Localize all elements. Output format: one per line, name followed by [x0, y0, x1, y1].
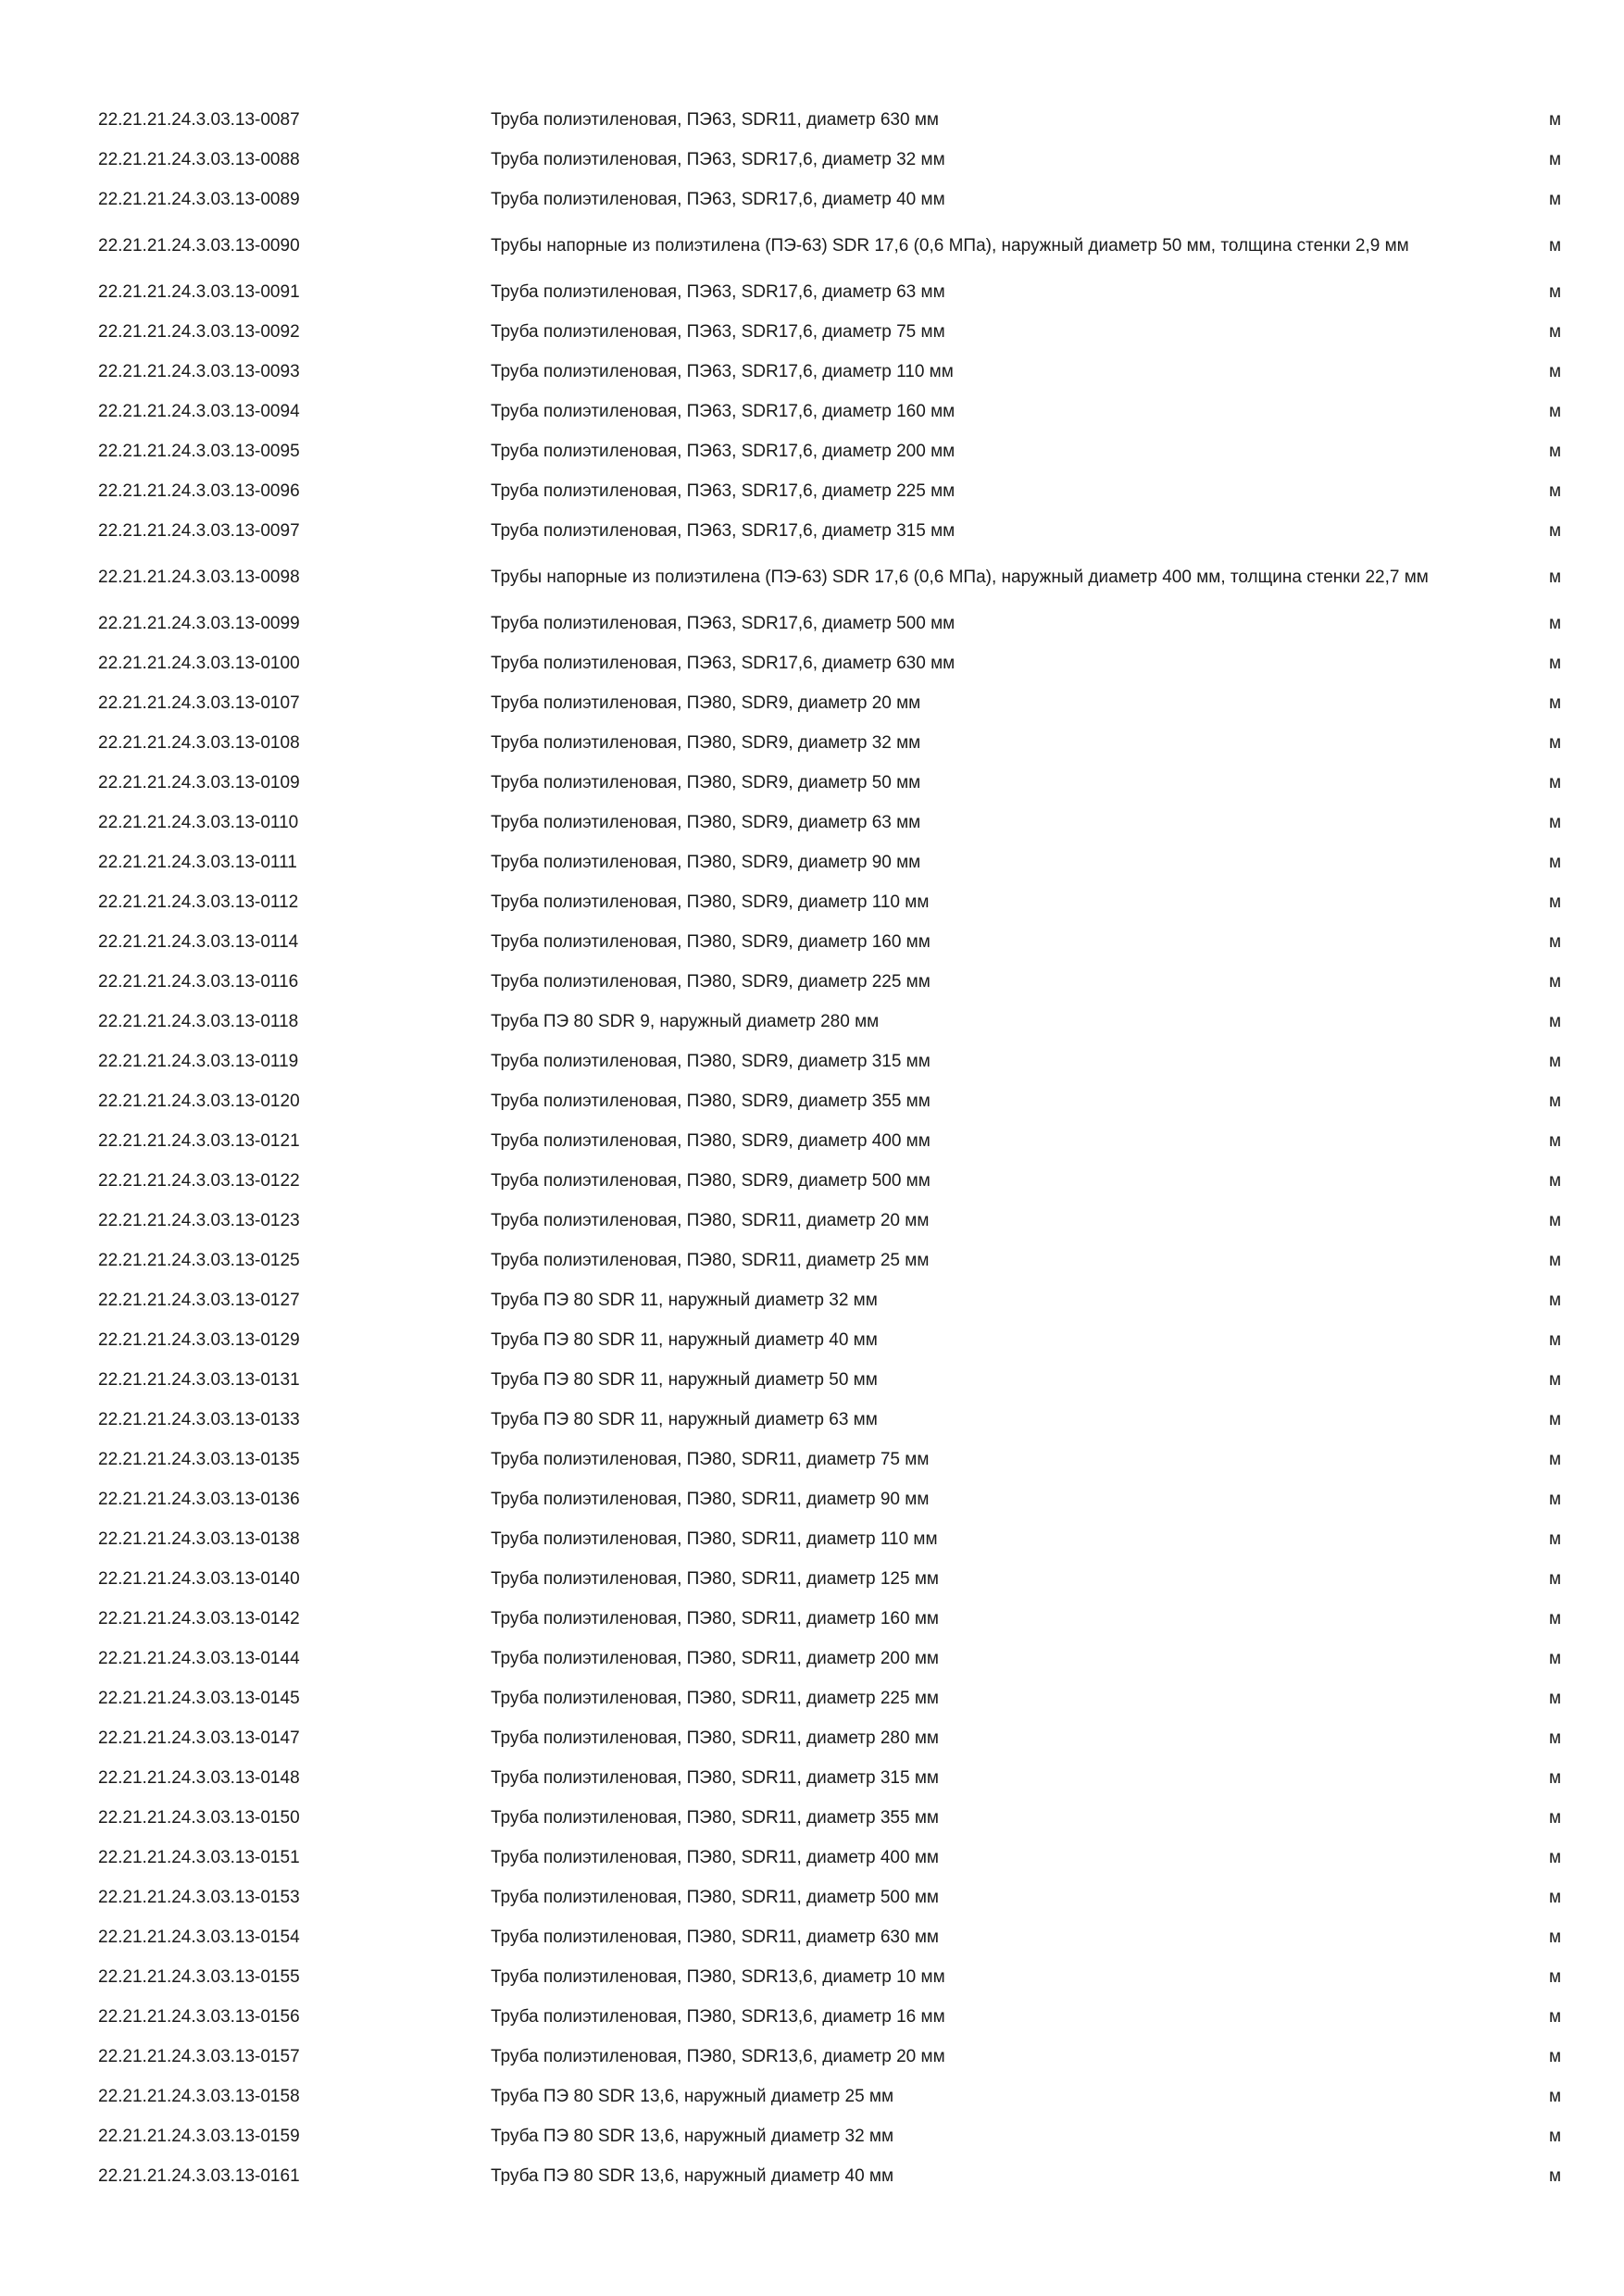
row-name: Труба ПЭ 80 SDR 13,6, наружный диаметр 40 мм — [491, 2165, 894, 2186]
table-row — [98, 1559, 1561, 1599]
row-code: 22.21.21.24.3.03.13-0112 — [98, 892, 299, 912]
table-row — [98, 1241, 1561, 1280]
row-unit: м — [1548, 1170, 1561, 1191]
table-row — [98, 312, 1561, 352]
row-code: 22.21.21.24.3.03.13-0161 — [98, 2165, 300, 2186]
row-name: Труба ПЭ 80 SDR 11, наружный диаметр 50 мм — [491, 1369, 878, 1390]
row-name: Труба полиэтиленовая, ПЭ63, SDR17,6, диаметр 315 мм — [491, 520, 956, 541]
row-name: Труба полиэтиленовая, ПЭ80, SDR11, диаметр 280 мм — [491, 1728, 939, 1748]
row-unit: м — [1548, 1449, 1561, 1469]
table-row — [98, 1639, 1561, 1678]
row-unit: м — [1548, 361, 1561, 381]
row-code: 22.21.21.24.3.03.13-0114 — [98, 931, 299, 952]
row-name: Труба полиэтиленовая, ПЭ80, SDR9, диаметр 50 мм — [491, 772, 921, 792]
row-unit: м — [1548, 2165, 1561, 2186]
row-name: Труба полиэтиленовая, ПЭ80, SDR11, диаметр 110 мм — [491, 1529, 938, 1549]
row-name: Труба полиэтиленовая, ПЭ80, SDR9, диаметр 315 мм — [491, 1051, 931, 1071]
row-name: Труба полиэтиленовая, ПЭ80, SDR11, диаметр 90 мм — [491, 1489, 930, 1509]
row-unit: м — [1548, 1847, 1561, 1867]
row-name: Труба полиэтиленовая, ПЭ63, SDR17,6, диаметр 630 мм — [491, 653, 956, 673]
row-unit: м — [1548, 321, 1561, 342]
row-code: 22.21.21.24.3.03.13-0150 — [98, 1807, 300, 1828]
row-name: Труба полиэтиленовая, ПЭ80, SDR11, диаметр 355 мм — [491, 1807, 939, 1828]
row-unit: м — [1548, 2086, 1561, 2106]
row-name: Труба полиэтиленовая, ПЭ80, SDR11, диаметр 400 мм — [491, 1847, 939, 1867]
table-row — [98, 471, 1561, 511]
row-code: 22.21.21.24.3.03.13-0100 — [98, 653, 300, 673]
table-row — [98, 1838, 1561, 1878]
row-unit: м — [1548, 852, 1561, 872]
table-row — [98, 1280, 1561, 1320]
table-row — [98, 2077, 1561, 2116]
row-code: 22.21.21.24.3.03.13-0107 — [98, 693, 300, 713]
row-code: 22.21.21.24.3.03.13-0095 — [98, 441, 300, 461]
row-unit: м — [1548, 1290, 1561, 1310]
row-unit: м — [1548, 1807, 1561, 1828]
row-unit: м — [1548, 2046, 1561, 2066]
row-code: 22.21.21.24.3.03.13-0088 — [98, 149, 300, 169]
row-name: Труба полиэтиленовая, ПЭ63, SDR17,6, диаметр 225 мм — [491, 480, 956, 501]
row-code: 22.21.21.24.3.03.13-0096 — [98, 480, 300, 501]
row-unit: м — [1548, 1051, 1561, 1071]
materials-table — [98, 100, 1561, 2196]
row-name: Труба полиэтиленовая, ПЭ80, SDR9, диаметр 225 мм — [491, 971, 931, 992]
table-row — [98, 803, 1561, 842]
table-row — [98, 180, 1561, 219]
row-code: 22.21.21.24.3.03.13-0154 — [98, 1927, 300, 1947]
row-unit: м — [1548, 1688, 1561, 1708]
row-name: Труба ПЭ 80 SDR 9, наружный диаметр 280 мм — [491, 1011, 880, 1031]
row-code: 22.21.21.24.3.03.13-0127 — [98, 1290, 300, 1310]
table-row — [98, 922, 1561, 962]
table-row — [98, 1599, 1561, 1639]
row-code: 22.21.21.24.3.03.13-0135 — [98, 1449, 300, 1469]
row-code: 22.21.21.24.3.03.13-0148 — [98, 1767, 300, 1788]
row-name: Труба полиэтиленовая, ПЭ80, SDR9, диаметр 400 мм — [491, 1130, 931, 1151]
row-code: 22.21.21.24.3.03.13-0118 — [98, 1011, 299, 1031]
row-name: Труба полиэтиленовая, ПЭ80, SDR11, диаметр 630 мм — [491, 1927, 939, 1947]
table-row — [98, 272, 1561, 312]
table-row — [98, 962, 1561, 1002]
table-row — [98, 1519, 1561, 1559]
row-code: 22.21.21.24.3.03.13-0098 — [98, 567, 300, 587]
row-name: Труба ПЭ 80 SDR 13,6, наружный диаметр 25 мм — [491, 2086, 894, 2106]
table-row — [98, 2037, 1561, 2077]
row-unit: м — [1548, 189, 1561, 209]
row-name: Труба полиэтиленовая, ПЭ63, SDR17,6, диаметр 200 мм — [491, 441, 956, 461]
table-row — [98, 1758, 1561, 1798]
row-unit: м — [1548, 1728, 1561, 1748]
table-row — [98, 1479, 1561, 1519]
row-unit: м — [1548, 1568, 1561, 1589]
row-code: 22.21.21.24.3.03.13-0151 — [98, 1847, 300, 1867]
table-row — [98, 1957, 1561, 1997]
row-name: Труба ПЭ 80 SDR 11, наружный диаметр 32 мм — [491, 1290, 878, 1310]
row-unit: м — [1548, 2006, 1561, 2027]
table-row — [98, 1400, 1561, 1440]
row-unit: м — [1548, 1369, 1561, 1390]
row-unit: м — [1548, 567, 1561, 587]
table-row — [98, 100, 1561, 140]
row-unit: м — [1548, 653, 1561, 673]
row-name: Труба полиэтиленовая, ПЭ80, SDR13,6, диаметр 16 мм — [491, 2006, 945, 2027]
table-row — [98, 1917, 1561, 1957]
row-unit: м — [1548, 441, 1561, 461]
row-code: 22.21.21.24.3.03.13-0133 — [98, 1409, 300, 1429]
table-row — [98, 1678, 1561, 1718]
row-unit: м — [1548, 1011, 1561, 1031]
row-name: Труба полиэтиленовая, ПЭ63, SDR17,6, диаметр 32 мм — [491, 149, 945, 169]
row-name: Труба полиэтиленовая, ПЭ80, SDR9, диаметр 355 мм — [491, 1091, 931, 1111]
row-unit: м — [1548, 1887, 1561, 1907]
row-unit: м — [1548, 1130, 1561, 1151]
row-unit: м — [1548, 1608, 1561, 1628]
table-row — [98, 842, 1561, 882]
row-name: Труба полиэтиленовая, ПЭ63, SDR17,6, диаметр 63 мм — [491, 281, 945, 302]
row-code: 22.21.21.24.3.03.13-0092 — [98, 321, 300, 342]
table-row — [98, 1878, 1561, 1917]
row-name: Труба полиэтиленовая, ПЭ80, SDR11, диаметр 500 мм — [491, 1887, 939, 1907]
row-unit: м — [1548, 401, 1561, 421]
row-name: Трубы напорные из полиэтилена (ПЭ-63) SDR 17,6 (0,6 МПа), наружный диаметр 50 мм, толщина стенки 2,9 мм — [491, 235, 1409, 256]
row-code: 22.21.21.24.3.03.13-0153 — [98, 1887, 300, 1907]
table-row — [98, 1440, 1561, 1479]
row-name: Труба полиэтиленовая, ПЭ63, SDR17,6, диаметр 75 мм — [491, 321, 945, 342]
row-code: 22.21.21.24.3.03.13-0158 — [98, 2086, 300, 2106]
row-name: Труба полиэтиленовая, ПЭ63, SDR11, диаметр 630 мм — [491, 109, 939, 130]
row-name: Труба полиэтиленовая, ПЭ80, SDR11, диаметр 160 мм — [491, 1608, 939, 1628]
row-unit: м — [1548, 480, 1561, 501]
row-code: 22.21.21.24.3.03.13-0090 — [98, 235, 300, 256]
table-row — [98, 1718, 1561, 1758]
row-code: 22.21.21.24.3.03.13-0109 — [98, 772, 300, 792]
row-unit: м — [1548, 931, 1561, 952]
row-code: 22.21.21.24.3.03.13-0119 — [98, 1051, 299, 1071]
row-code: 22.21.21.24.3.03.13-0147 — [98, 1728, 300, 1748]
row-name: Труба полиэтиленовая, ПЭ80, SDR9, диаметр 90 мм — [491, 852, 921, 872]
row-name: Труба полиэтиленовая, ПЭ80, SDR9, диаметр 63 мм — [491, 812, 921, 832]
row-name: Труба полиэтиленовая, ПЭ63, SDR17,6, диаметр 40 мм — [491, 189, 945, 209]
table-row — [98, 392, 1561, 431]
row-code: 22.21.21.24.3.03.13-0123 — [98, 1210, 300, 1230]
table-row — [98, 723, 1561, 763]
row-name: Труба полиэтиленовая, ПЭ80, SDR9, диаметр 110 мм — [491, 892, 930, 912]
row-name: Труба полиэтиленовая, ПЭ80, SDR11, диаметр 25 мм — [491, 1250, 930, 1270]
table-row — [98, 551, 1561, 604]
row-code: 22.21.21.24.3.03.13-0111 — [98, 852, 297, 872]
table-row — [98, 1002, 1561, 1042]
row-unit: м — [1548, 2126, 1561, 2146]
row-code: 22.21.21.24.3.03.13-0122 — [98, 1170, 300, 1191]
row-code: 22.21.21.24.3.03.13-0140 — [98, 1568, 300, 1589]
table-row — [98, 219, 1561, 272]
row-name: Труба полиэтиленовая, ПЭ80, SDR9, диаметр 20 мм — [491, 693, 921, 713]
table-row — [98, 1161, 1561, 1201]
table-row — [98, 1201, 1561, 1241]
row-code: 22.21.21.24.3.03.13-0091 — [98, 281, 300, 302]
table-row — [98, 1997, 1561, 2037]
row-code: 22.21.21.24.3.03.13-0145 — [98, 1688, 300, 1708]
row-unit: м — [1548, 1966, 1561, 1987]
row-name: Труба полиэтиленовая, ПЭ80, SDR11, диаметр 75 мм — [491, 1449, 930, 1469]
row-unit: м — [1548, 892, 1561, 912]
row-code: 22.21.21.24.3.03.13-0125 — [98, 1250, 300, 1270]
row-code: 22.21.21.24.3.03.13-0120 — [98, 1091, 300, 1111]
row-unit: м — [1548, 235, 1561, 256]
table-row — [98, 1042, 1561, 1081]
row-name: Труба полиэтиленовая, ПЭ63, SDR17,6, диаметр 110 мм — [491, 361, 954, 381]
row-name: Труба полиэтиленовая, ПЭ80, SDR13,6, диаметр 10 мм — [491, 1966, 945, 1987]
table-row — [98, 2116, 1561, 2156]
row-name: Труба полиэтиленовая, ПЭ80, SDR11, диаметр 20 мм — [491, 1210, 930, 1230]
row-code: 22.21.21.24.3.03.13-0142 — [98, 1608, 300, 1628]
row-code: 22.21.21.24.3.03.13-0157 — [98, 2046, 300, 2066]
table-row — [98, 683, 1561, 723]
row-name: Труба полиэтиленовая, ПЭ63, SDR17,6, диаметр 160 мм — [491, 401, 956, 421]
row-name: Труба полиэтиленовая, ПЭ80, SDR9, диаметр 500 мм — [491, 1170, 931, 1191]
row-code: 22.21.21.24.3.03.13-0138 — [98, 1529, 300, 1549]
table-row — [98, 140, 1561, 180]
row-unit: м — [1548, 1489, 1561, 1509]
table-row — [98, 1798, 1561, 1838]
row-name: Труба полиэтиленовая, ПЭ80, SDR13,6, диаметр 20 мм — [491, 2046, 945, 2066]
row-name: Труба полиэтиленовая, ПЭ80, SDR9, диаметр 32 мм — [491, 732, 921, 753]
row-unit: м — [1548, 1767, 1561, 1788]
row-code: 22.21.21.24.3.03.13-0087 — [98, 109, 300, 130]
row-name: Труба ПЭ 80 SDR 11, наружный диаметр 40 мм — [491, 1329, 878, 1350]
row-unit: м — [1548, 1210, 1561, 1230]
row-code: 22.21.21.24.3.03.13-0099 — [98, 613, 300, 633]
table-row — [98, 431, 1561, 471]
row-unit: м — [1548, 1529, 1561, 1549]
table-row — [98, 643, 1561, 683]
table-row — [98, 511, 1561, 551]
row-unit: м — [1548, 1927, 1561, 1947]
row-unit: м — [1548, 1091, 1561, 1111]
row-name: Труба полиэтиленовая, ПЭ80, SDR11, диаметр 225 мм — [491, 1688, 939, 1708]
row-name: Труба полиэтиленовая, ПЭ80, SDR11, диаметр 315 мм — [491, 1767, 939, 1788]
row-unit: м — [1548, 1409, 1561, 1429]
row-code: 22.21.21.24.3.03.13-0136 — [98, 1489, 300, 1509]
table-row — [98, 1320, 1561, 1360]
row-name: Труба полиэтиленовая, ПЭ80, SDR9, диаметр 160 мм — [491, 931, 931, 952]
row-code: 22.21.21.24.3.03.13-0097 — [98, 520, 300, 541]
table-row — [98, 604, 1561, 643]
row-name: Труба полиэтиленовая, ПЭ80, SDR11, диаметр 125 мм — [491, 1568, 939, 1589]
row-code: 22.21.21.24.3.03.13-0131 — [98, 1369, 300, 1390]
table-row — [98, 882, 1561, 922]
row-unit: м — [1548, 149, 1561, 169]
row-code: 22.21.21.24.3.03.13-0121 — [98, 1130, 300, 1151]
row-unit: м — [1548, 520, 1561, 541]
table-row — [98, 1360, 1561, 1400]
row-code: 22.21.21.24.3.03.13-0110 — [98, 812, 299, 832]
row-name: Труба полиэтиленовая, ПЭ80, SDR11, диаметр 200 мм — [491, 1648, 939, 1668]
row-name: Трубы напорные из полиэтилена (ПЭ-63) SDR 17,6 (0,6 МПа), наружный диаметр 400 мм, толщина стенки 22,7 мм — [491, 567, 1429, 587]
row-code: 22.21.21.24.3.03.13-0108 — [98, 732, 300, 753]
row-unit: м — [1548, 693, 1561, 713]
table-row — [98, 763, 1561, 803]
table-row — [98, 1081, 1561, 1121]
row-unit: м — [1548, 971, 1561, 992]
table-row — [98, 2156, 1561, 2196]
row-name: Труба ПЭ 80 SDR 11, наружный диаметр 63 мм — [491, 1409, 878, 1429]
row-unit: м — [1548, 772, 1561, 792]
row-code: 22.21.21.24.3.03.13-0144 — [98, 1648, 300, 1668]
row-code: 22.21.21.24.3.03.13-0156 — [98, 2006, 300, 2027]
table-row — [98, 352, 1561, 392]
row-unit: м — [1548, 812, 1561, 832]
row-unit: м — [1548, 1648, 1561, 1668]
row-code: 22.21.21.24.3.03.13-0159 — [98, 2126, 300, 2146]
row-unit: м — [1548, 732, 1561, 753]
row-name: Труба ПЭ 80 SDR 13,6, наружный диаметр 32 мм — [491, 2126, 894, 2146]
row-code: 22.21.21.24.3.03.13-0089 — [98, 189, 300, 209]
row-code: 22.21.21.24.3.03.13-0116 — [98, 971, 299, 992]
table-row — [98, 1121, 1561, 1161]
row-code: 22.21.21.24.3.03.13-0129 — [98, 1329, 300, 1350]
row-unit: м — [1548, 1329, 1561, 1350]
row-unit: м — [1548, 109, 1561, 130]
row-unit: м — [1548, 281, 1561, 302]
row-unit: м — [1548, 1250, 1561, 1270]
row-unit: м — [1548, 613, 1561, 633]
row-code: 22.21.21.24.3.03.13-0155 — [98, 1966, 300, 1987]
row-code: 22.21.21.24.3.03.13-0094 — [98, 401, 300, 421]
row-name: Труба полиэтиленовая, ПЭ63, SDR17,6, диаметр 500 мм — [491, 613, 956, 633]
row-code: 22.21.21.24.3.03.13-0093 — [98, 361, 300, 381]
